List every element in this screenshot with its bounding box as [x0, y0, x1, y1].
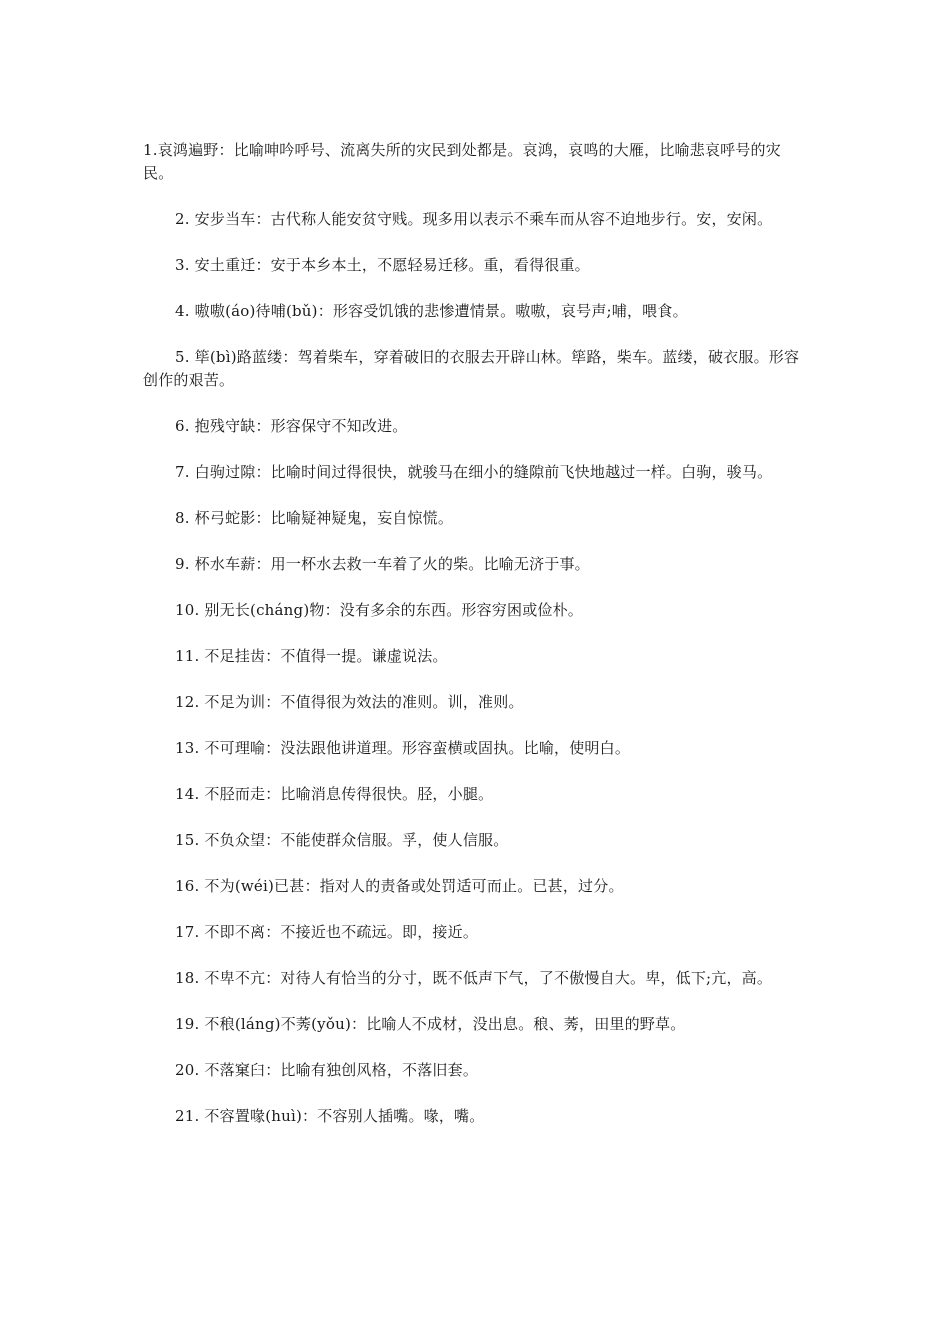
idiom-entry-7: 7. 白驹过隙：比喻时间过得很快，就骏马在细小的缝隙前飞快地越过一样。白驹，骏马。 [175, 463, 773, 481]
document-body [143, 139, 811, 1151]
idiom-entry-11: 11. 不足挂齿：不值得一提。谦虚说法。 [175, 647, 448, 665]
idiom-entry-18: 18. 不卑不亢：对待人有恰当的分寸，既不低声下气，了不傲慢自大。卑，低下;亢，高。 [175, 969, 773, 987]
idiom-entry-15: 15. 不负众望：不能使群众信服。孚，使人信服。 [175, 831, 509, 849]
idiom-entry-17: 17. 不即不离：不接近也不疏远。即，接近。 [175, 923, 479, 941]
idiom-entry-9: 9. 杯水车薪：用一杯水去救一车着了火的柴。比喻无济于事。 [175, 555, 590, 573]
idiom-entry-10: 10. 别无长(cháng)物：没有多余的东西。形容穷困或俭朴。 [175, 601, 583, 619]
idiom-entry-14: 14. 不胫而走：比喻消息传得很快。胫，小腿。 [175, 785, 494, 803]
idiom-entry-12: 12. 不足为训：不值得很为效法的准则。训，准则。 [175, 693, 524, 711]
idiom-entry-8: 8. 杯弓蛇影：比喻疑神疑鬼，妄自惊慌。 [175, 509, 454, 527]
idiom-entry-3: 3. 安土重迁：安于本乡本土，不愿轻易迁移。重，看得很重。 [175, 256, 590, 274]
idiom-entry-5: 5. 筚(bì)路蓝缕：驾着柴车，穿着破旧的衣服去开辟山林。筚路，柴车。蓝缕，破衣服。形容创作的艰苦。 [143, 348, 800, 389]
idiom-entry-6: 6. 抱残守缺：形容保守不知改进。 [175, 417, 408, 435]
idiom-entry-16: 16. 不为(wéi)已甚：指对人的责备或处罚适可而止。已甚，过分。 [175, 877, 624, 895]
idiom-entry-1: 1.哀鸿遍野：比喻呻吟呼号、流离失所的灾民到处都是。哀鸿，哀鸣的大雁，比喻悲哀呼号的灾民。 [143, 141, 781, 182]
idiom-entry-20: 20. 不落窠臼：比喻有独创风格，不落旧套。 [175, 1061, 479, 1079]
idiom-entry-4: 4. 嗷嗷(áo)待哺(bǔ)：形容受饥饿的悲惨遭情景。嗷嗷，哀号声;哺，喂食。 [175, 302, 688, 320]
idiom-entry-19: 19. 不稂(láng)不莠(yǒu)：比喻人不成材，没出息。稂、莠，田里的野草。 [175, 1015, 686, 1033]
idiom-entry-21: 21. 不容置喙(huì)：不容别人插嘴。喙，嘴。 [175, 1107, 485, 1125]
idiom-entry-13: 13. 不可理喻：没法跟他讲道理。形容蛮横或固执。比喻，使明白。 [175, 739, 631, 757]
idiom-entry-2: 2. 安步当车：古代称人能安贫守贱。现多用以表示不乘车而从容不迫地步行。安，安闲。 [175, 210, 773, 228]
